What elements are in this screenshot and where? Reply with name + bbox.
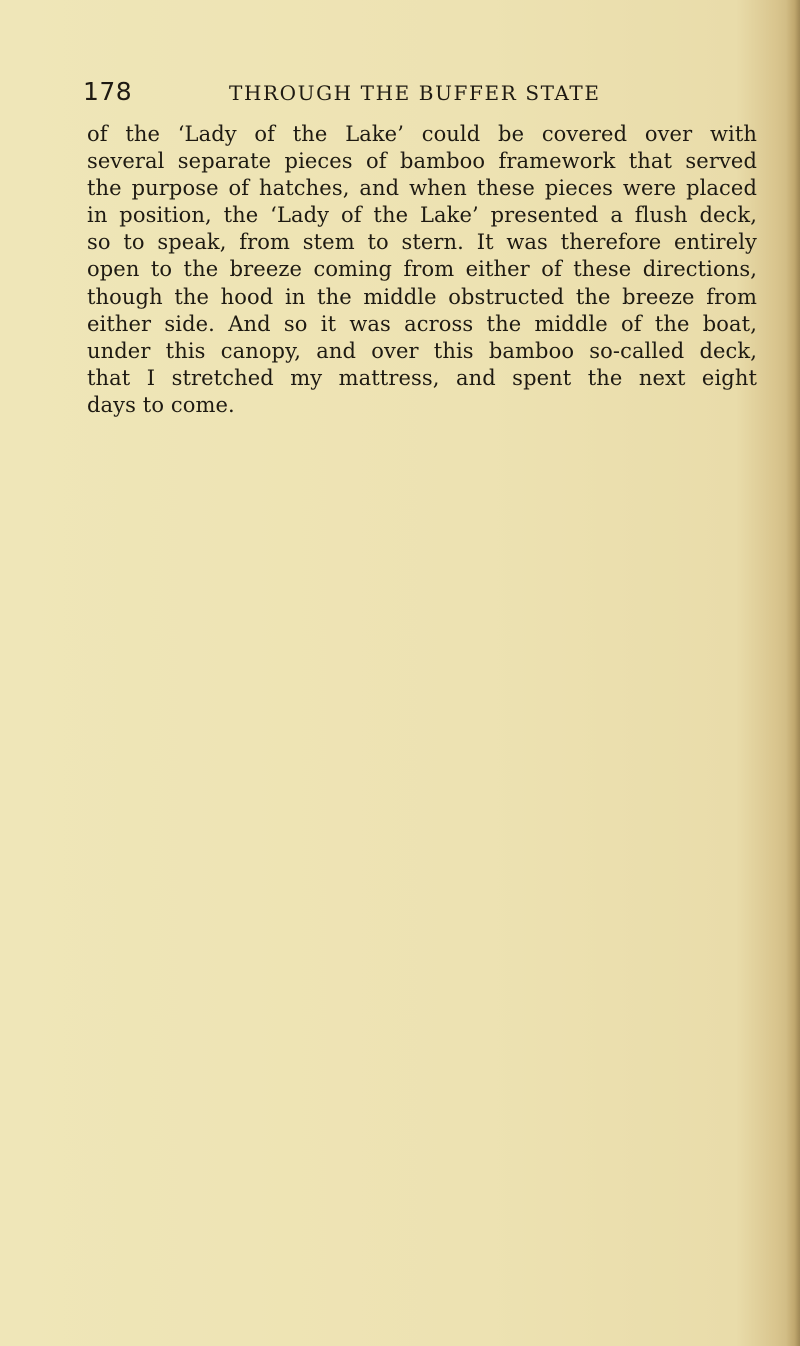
page-header bbox=[83, 77, 703, 109]
text-line: days to come. bbox=[87, 392, 235, 417]
page-edge-shadow bbox=[786, 0, 800, 1346]
text-line: the purpose of hatches, and when these pieces were placed bbox=[87, 176, 757, 201]
text-line: under this canopy, and over this bamboo so-called deck, bbox=[87, 338, 757, 363]
text-line: several separate pieces of bamboo framework that served bbox=[87, 149, 757, 174]
running-head: THROUGH THE BUFFER STATE bbox=[229, 81, 601, 105]
page-number: 178 bbox=[83, 77, 133, 106]
text-line: open to the breeze coming from either of these directions, bbox=[87, 257, 757, 282]
text-line: in position, the ‘Lady of the Lake’ presented a flush deck, bbox=[87, 203, 757, 228]
text-line: that I stretched my mattress, and spent the next eight bbox=[87, 365, 757, 390]
text-line: though the hood in the middle obstructed the breeze from bbox=[87, 284, 757, 309]
body-paragraph bbox=[87, 121, 757, 419]
text-line: either side. And so it was across the middle of the boat, bbox=[87, 311, 757, 336]
text-line: so to speak, from stem to stern. It was therefore entirely bbox=[87, 230, 757, 255]
text-line: of the ‘Lady of the Lake’ could be covered over with bbox=[87, 122, 757, 146]
